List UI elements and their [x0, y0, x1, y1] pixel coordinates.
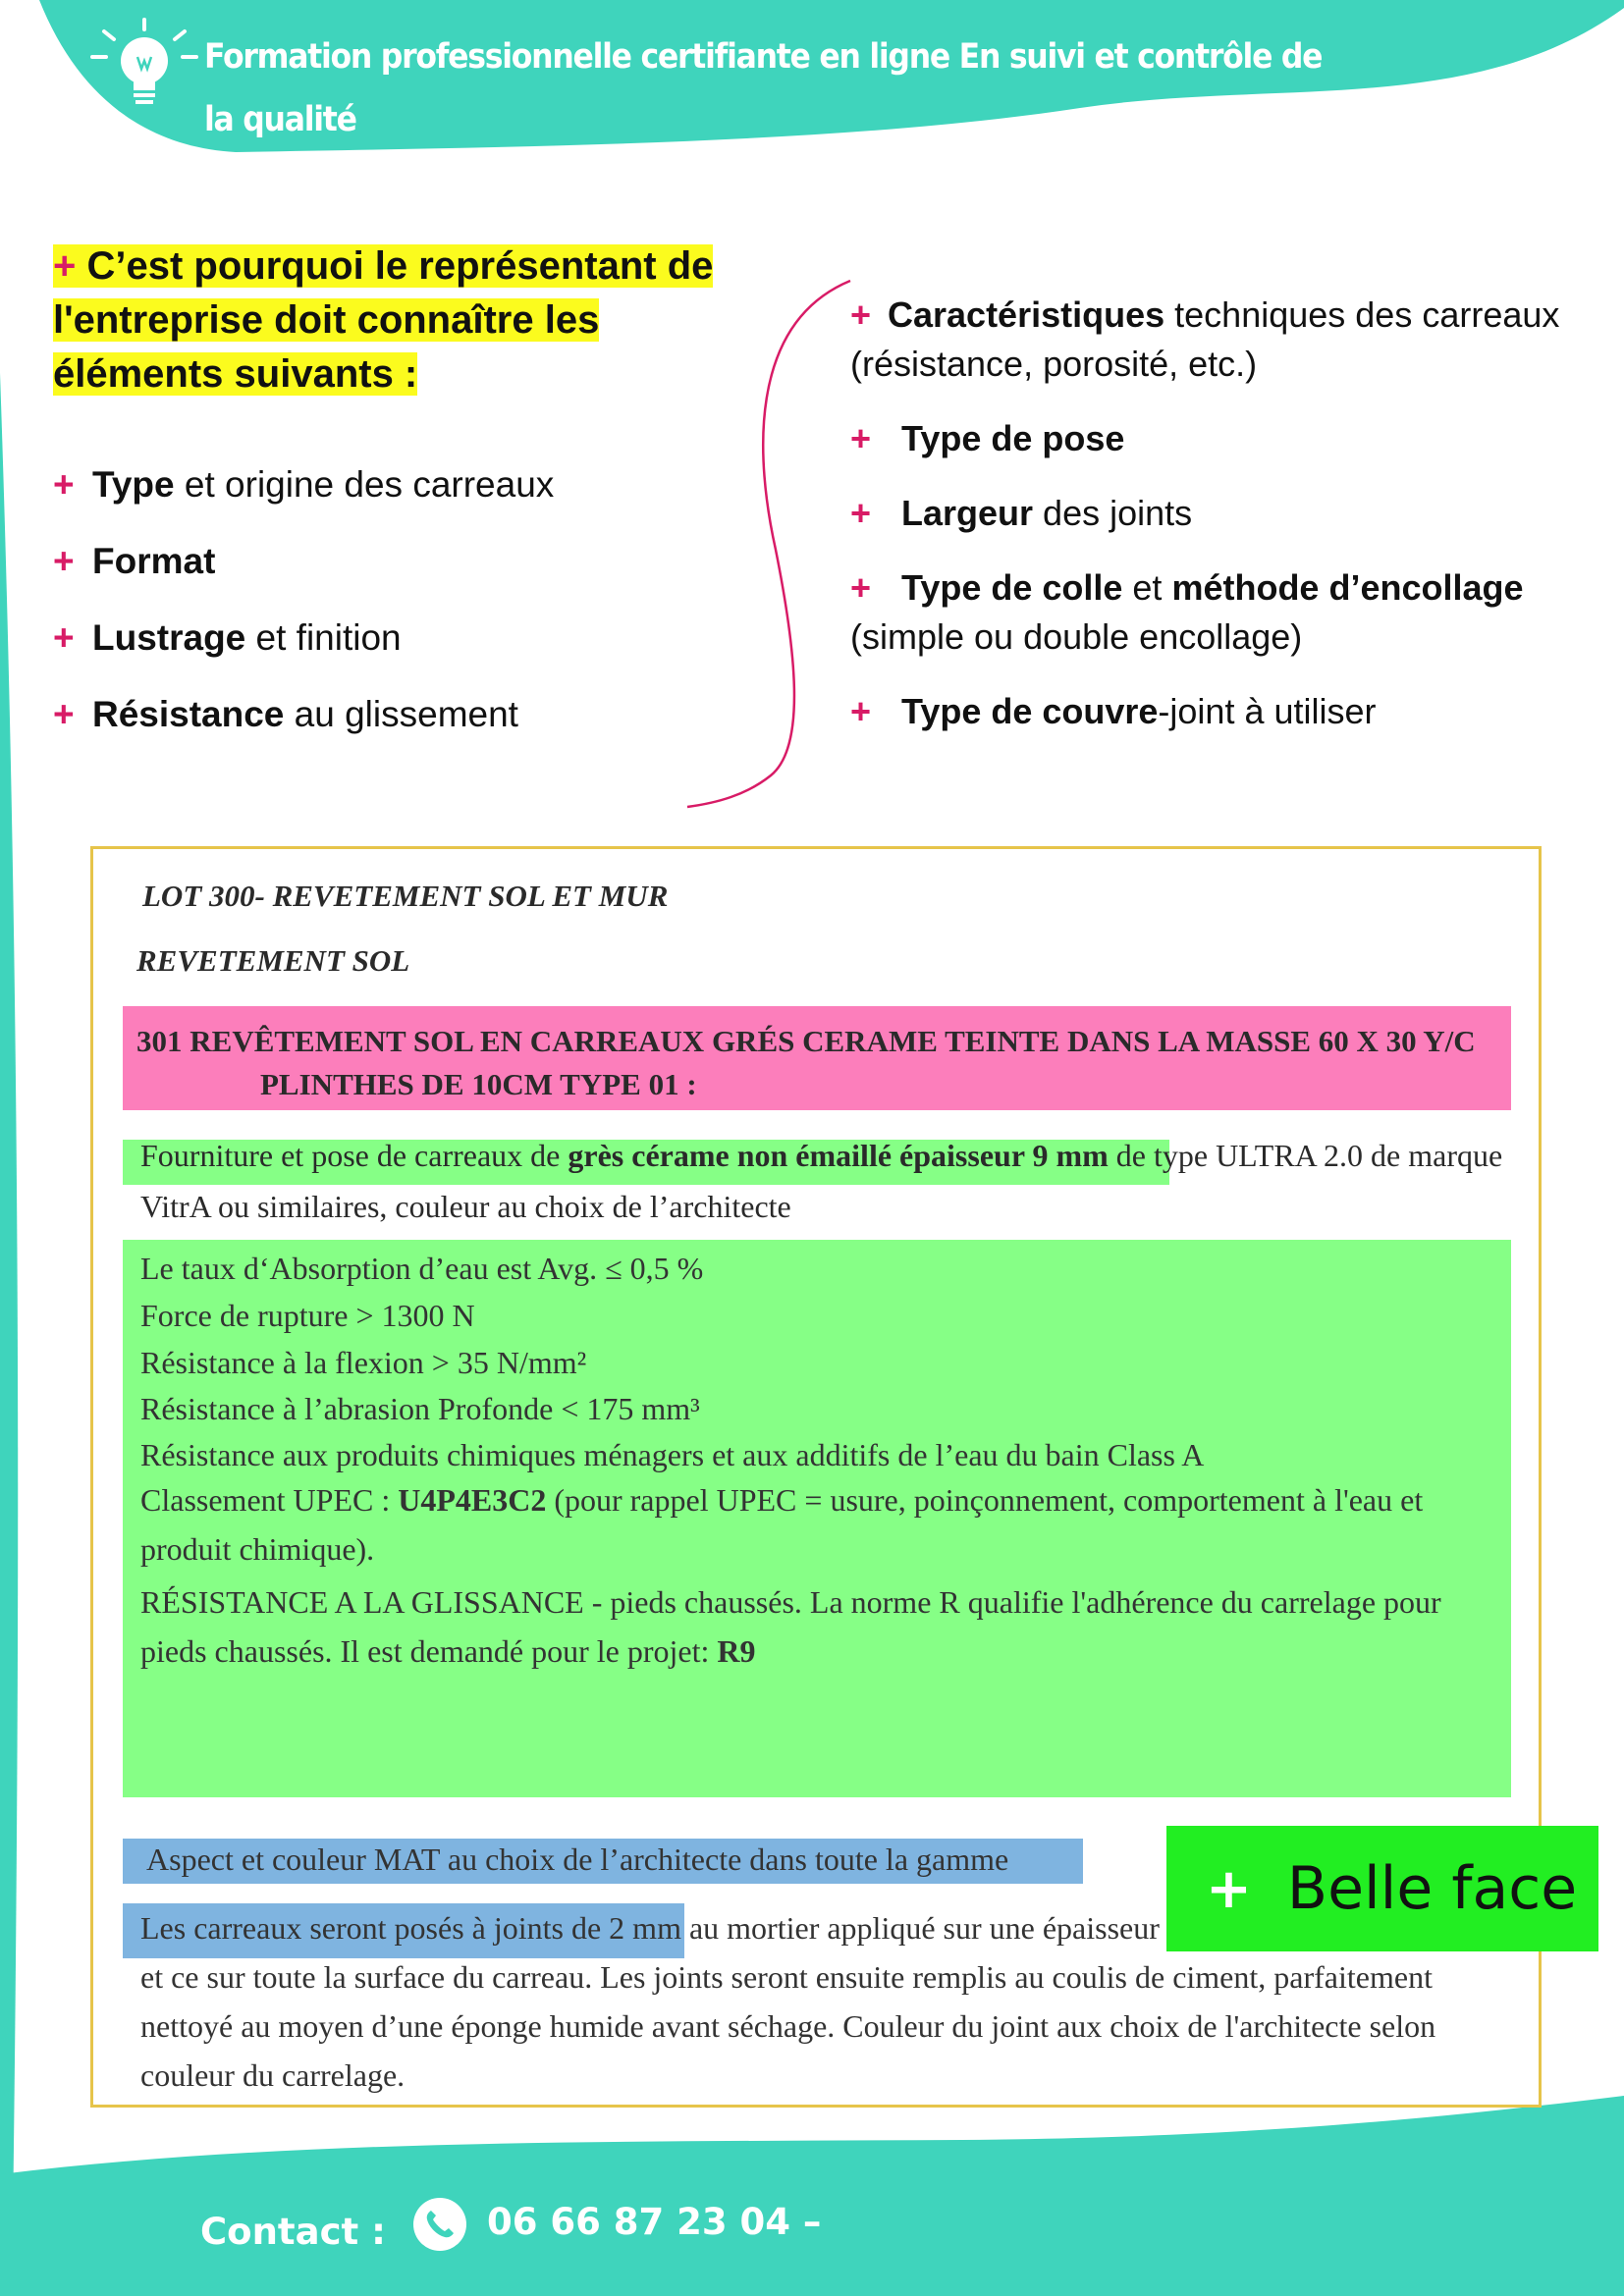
- plus-icon: +: [53, 541, 75, 581]
- plus-icon: +: [53, 694, 75, 734]
- header-title-line2: des travaux de construction (TCE) / 8 mois: [204, 163, 894, 202]
- plus-icon: +: [850, 691, 872, 731]
- list-item: + Type de colle et méthode d’encollage (simple ou double encollage): [850, 563, 1597, 662]
- list-item: + Largeur des joints: [850, 489, 1597, 538]
- header-title: [204, 26, 1353, 214]
- plus-icon: +: [850, 567, 872, 608]
- plus-icon: +: [1206, 1856, 1252, 1921]
- intro-statement: [53, 240, 819, 401]
- spec-line-chemical: Résistance aux produits chimiques ménagers et aux additifs de l’eau du bain Class A: [140, 1437, 1205, 1472]
- intro-line1: C’est pourquoi le représentant de: [86, 244, 714, 288]
- plus-icon: +: [53, 617, 75, 658]
- spec-line-laying: Les carreaux seront posés à joints de 2 mm au mortier appliqué sur une épaisseur et ce sur toute la surface du carreau. Les joints seront ensuite remplis au coulis de ciment, parfaitement nettoyé au moyen d’une éponge humide avant séchage. Couleur du joint aux choix de l'architecte selon couleur du carrelage.: [140, 1910, 1436, 2093]
- spec-line-rupture: Force de rupture > 1300 N: [140, 1298, 475, 1333]
- left-bullet-list: [53, 455, 799, 762]
- spec-line-flexion: Résistance à la flexion > 35 N/mm²: [140, 1345, 587, 1380]
- list-item: + Type de pose: [850, 414, 1597, 463]
- spec-line-absorption: Le taux d‘Absorption d’eau est Avg. ≤ 0,5 %: [140, 1251, 704, 1286]
- header-title-line1: Formation professionnelle certifiante en ligne En suivi et contrôle de la qualité: [204, 37, 1323, 139]
- intro-line2: l'entreprise doit connaître les: [53, 298, 600, 342]
- lightbulb-icon: [86, 18, 202, 116]
- list-item: + Résistance au glissement: [53, 685, 799, 762]
- item-title: 301 REVÊTEMENT SOL EN CARREAUX GRÉS CERAME TEINTE DANS LA MASSE 60 X 30 Y/C: [136, 1024, 1476, 1058]
- belle-face-callout: [1166, 1826, 1598, 1951]
- phone-icon: [412, 2197, 467, 2252]
- plus-icon: +: [850, 493, 872, 533]
- list-item: + Type de couvre-joint à utiliser: [850, 687, 1597, 736]
- item-title-band: [123, 1006, 1511, 1110]
- spec-line-abrasion: Résistance à l’abrasion Profonde < 175 mm³: [140, 1391, 700, 1426]
- plus-icon: +: [53, 464, 75, 505]
- lot-heading: LOT 300- REVETEMENT SOL ET MUR: [142, 879, 669, 913]
- plus-icon: +: [53, 244, 77, 288]
- intro-line3: éléments suivants :: [53, 352, 418, 396]
- spec-line-slip: RÉSISTANCE A LA GLISSANCE - pieds chaussés. La norme R qualifie l'adhérence du carrelage pour pieds chaussés. Il est demandé pour le projet: R9: [140, 1584, 1441, 1669]
- spec-line-aspect: Aspect et couleur MAT au choix de l’architecte dans toute la gamme: [146, 1842, 1009, 1877]
- list-item: + Caractéristiques techniques des carreaux (résistance, porosité, etc.): [850, 291, 1597, 389]
- contact-label: Contact :: [200, 2211, 386, 2253]
- right-bullet-list: [850, 291, 1597, 762]
- left-side-stripe: [0, 373, 18, 2296]
- list-item: + Lustrage et finition: [53, 609, 799, 685]
- footer-wave: [0, 2096, 1624, 2296]
- section-heading: REVETEMENT SOL: [136, 943, 410, 978]
- spec-line-upec: Classement UPEC : U4P4E3C2 (pour rappel UPEC = usure, poinçonnement, comportement à l'eau et produit chimique).: [140, 1482, 1424, 1567]
- item-title-line2: PLINTHES DE 10CM TYPE 01 :: [260, 1067, 697, 1101]
- callout-text: Belle face: [1286, 1854, 1578, 1923]
- list-item: + Format: [53, 532, 799, 609]
- supply-paragraph: Fourniture et pose de carreaux de grès cérame non émaillé épaisseur 9 mm de type ULTRA 2.0 de marque VitrA ou similaires, couleur au choix de l’architecte: [140, 1138, 1503, 1224]
- plus-icon: +: [850, 294, 872, 335]
- phone-number[interactable]: 06 66 87 23 04 –: [487, 2201, 822, 2243]
- plus-icon: +: [850, 418, 872, 458]
- list-item: + Type et origine des carreaux: [53, 455, 799, 532]
